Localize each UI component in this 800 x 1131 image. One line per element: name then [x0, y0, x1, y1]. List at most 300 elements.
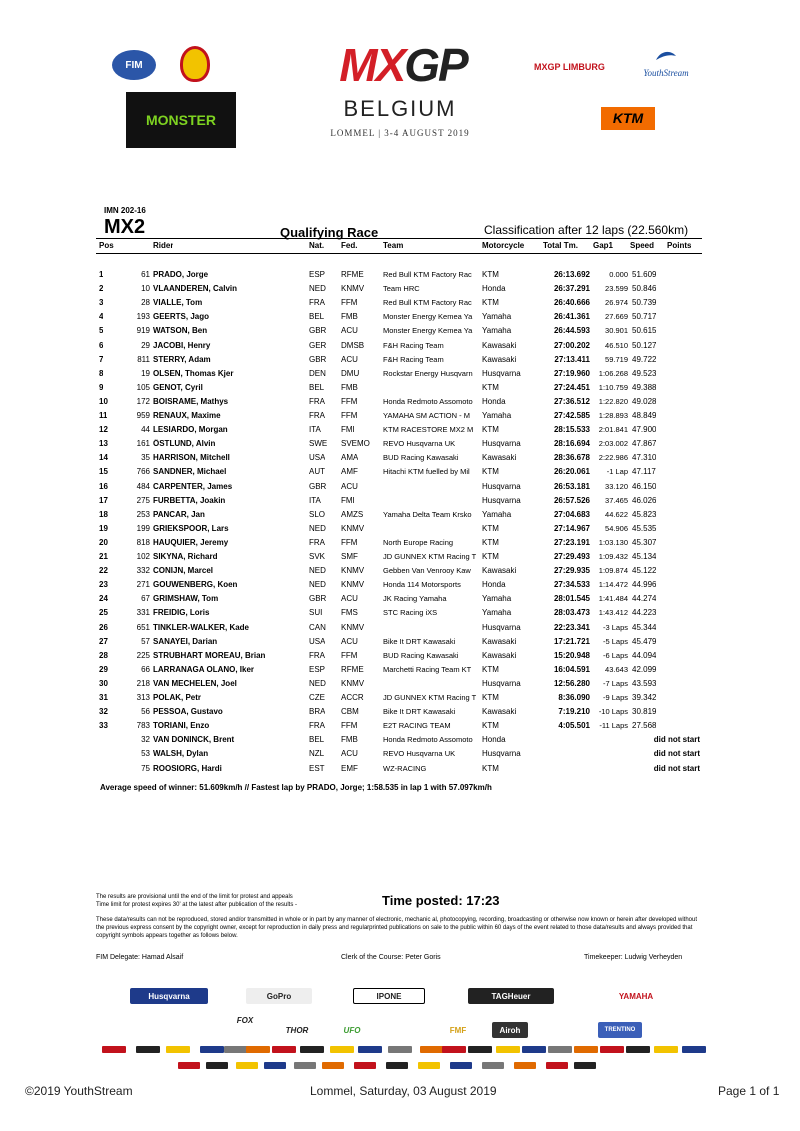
cell-gap: -11 Laps: [599, 721, 628, 731]
cell-motorcycle: KTM: [482, 693, 499, 702]
cell-nat: NED: [309, 566, 326, 576]
cell-speed: 43.593: [632, 678, 657, 688]
cell-gap: 27.669: [605, 312, 628, 322]
minor-sponsor-logo: [546, 1062, 568, 1069]
table-row: [0, 594, 800, 608]
footer-page: Page 1 of 1: [718, 1084, 780, 1098]
timekeeper: Timekeeper: Ludwig Verheyden: [584, 954, 683, 961]
cell-motorcycle: Kawasaki: [482, 354, 517, 364]
cell-number: 67: [141, 594, 150, 604]
cell-rider: TINKLER-WALKER, Kade: [153, 622, 249, 632]
cell-fed: ACU: [341, 594, 358, 604]
mxgp-logo-gp: GP: [404, 39, 467, 91]
cell-speed: 42.099: [632, 664, 657, 674]
cell-rider: GEERTS, Jago: [153, 312, 210, 322]
minor-sponsor-logo: [574, 1062, 596, 1069]
cell-nat: FRA: [309, 721, 325, 731]
minor-sponsor-logo: [482, 1062, 504, 1069]
table-row: [0, 510, 800, 524]
cell-nat: SLO: [309, 509, 326, 519]
footer-place-date: Lommel, Saturday, 03 August 2019: [310, 1084, 497, 1098]
col-rider: Rider: [153, 241, 174, 250]
cell-number: 75: [141, 763, 150, 773]
cell-fed: FFM: [341, 298, 358, 308]
minor-sponsor-logo: [468, 1046, 492, 1053]
cell-team: F&H Racing Team: [383, 354, 444, 364]
cell-nat: SUI: [309, 608, 323, 618]
cell-motorcycle: KTM: [482, 552, 499, 561]
minor-sponsor-logo: [654, 1046, 678, 1053]
cell-fed: FMS: [341, 608, 358, 618]
cell-team: BUD Racing Kawasaki: [383, 650, 459, 660]
youthstream-logo: [636, 50, 696, 80]
cell-nat: ITA: [309, 425, 321, 435]
table-row: [0, 707, 800, 721]
minor-sponsor-logo: [300, 1046, 324, 1053]
cell-number: 29: [141, 340, 150, 350]
cell-total-time: 28:15.533: [553, 425, 590, 435]
cell-speed: 49.722: [632, 354, 657, 364]
table-row: [0, 580, 800, 594]
cell-pos: 9: [99, 382, 104, 392]
cell-fed: DMSB: [341, 340, 365, 350]
cell-speed: 50.739: [632, 298, 657, 308]
header-rule-top: [96, 238, 702, 239]
cell-nat: FRA: [309, 537, 325, 547]
cell-total-time: 27:19.960: [553, 368, 590, 378]
cell-pos: 28: [99, 650, 108, 660]
cell-total-time: 27:14.967: [553, 523, 590, 533]
cell-gap: 46.510: [605, 340, 628, 350]
table-row: [0, 397, 800, 411]
cell-total-time: 28:03.473: [553, 608, 590, 618]
cell-total-time: 27:24.451: [553, 382, 590, 392]
minor-sponsor-logo: [442, 1046, 466, 1053]
minor-sponsor-logo: [166, 1046, 190, 1053]
cell-number: 271: [136, 580, 150, 590]
gopro-logo: GoPro: [246, 988, 312, 1004]
cell-status: did not start: [653, 735, 700, 745]
cell-rider: FURBETTA, Joakin: [153, 495, 226, 505]
cell-rider: GRIMSHAW, Tom: [153, 594, 219, 604]
minor-sponsor-logo: [322, 1062, 344, 1069]
cell-motorcycle: KTM: [482, 721, 499, 731]
cell-rider: VLAANDEREN, Calvin: [153, 284, 238, 294]
cell-pos: 20: [99, 537, 108, 547]
cell-fed: KNMV: [341, 566, 365, 576]
cell-total-time: 28:01.545: [553, 594, 590, 604]
cell-nat: NED: [309, 678, 326, 688]
cell-pos: 26: [99, 622, 108, 632]
cell-fed: FFM: [341, 396, 358, 406]
cell-number: 919: [136, 326, 150, 336]
cell-fed: ACU: [341, 636, 358, 646]
cell-nat: NED: [309, 284, 326, 294]
yamaha-logo: YAMAHA: [618, 991, 654, 1001]
cell-team: STC Racing iXS: [383, 608, 438, 618]
cell-team: Monster Energy Kemea Ya: [383, 326, 473, 336]
cell-number: 332: [136, 566, 150, 576]
cell-gap: -7 Laps: [602, 678, 628, 688]
cell-fed: FFM: [341, 650, 358, 660]
minor-sponsor-logo: [420, 1046, 444, 1053]
cell-team: E2T RACING TEAM: [383, 721, 451, 731]
cell-speed: 45.134: [632, 552, 657, 561]
cell-pos: 22: [99, 566, 108, 576]
cell-pos: 29: [99, 664, 108, 674]
minor-sponsor-logo: [102, 1046, 126, 1053]
cell-motorcycle: Kawasaki: [482, 650, 517, 660]
cell-gap: 37.465: [605, 495, 628, 505]
cell-fed: RFME: [341, 664, 364, 674]
cell-team: REVO Husqvarna UK: [383, 439, 456, 449]
cell-total-time: 26:40.666: [553, 298, 590, 308]
cell-fed: KNMV: [341, 284, 365, 294]
cell-rider: WATSON, Ben: [153, 326, 208, 336]
table-row: [0, 383, 800, 397]
cell-motorcycle: KTM: [482, 270, 499, 279]
minor-sponsor-logo: [236, 1062, 258, 1069]
cell-motorcycle: Husqvarna: [482, 368, 521, 378]
cell-gap: -10 Laps: [598, 707, 628, 717]
cell-team: WZ-RACING: [383, 763, 427, 773]
cell-gap: 23.599: [605, 284, 628, 294]
cell-rider: SIKYNA, Richard: [153, 552, 218, 561]
cell-gap: 2:22.986: [598, 453, 628, 463]
cell-total-time: 27:42.585: [553, 411, 590, 420]
minor-sponsor-logo: [136, 1046, 160, 1053]
cell-rider: PANCAR, Jan: [153, 509, 205, 519]
cell-pos: 7: [99, 354, 104, 364]
cell-gap: -5 Laps: [602, 636, 628, 646]
minor-sponsor-logo: [548, 1046, 572, 1053]
cell-speed: 45.122: [632, 566, 657, 576]
cell-motorcycle: Yamaha: [482, 594, 512, 604]
cell-rider: HARRISON, Mitchell: [153, 453, 230, 463]
cell-gap: -1 Lap: [606, 467, 628, 477]
cell-fed: AMZS: [341, 509, 364, 519]
race-summary: Average speed of winner: 51.609km/h // Fastest lap by PRADO, Jorge; 1:58.535 in lap 1 with 57.097km/h: [100, 783, 492, 792]
cell-nat: USA: [309, 453, 326, 463]
cell-speed: 50.717: [632, 312, 657, 322]
minor-sponsor-logo: [206, 1062, 228, 1069]
cell-speed: 49.028: [632, 396, 657, 406]
cell-motorcycle: Kawasaki: [482, 636, 517, 646]
cell-gap: 1:43.412: [598, 608, 628, 618]
minor-sponsor-logo: [514, 1062, 536, 1069]
event-name: BELGIUM: [343, 96, 457, 121]
cell-number: 275: [136, 495, 150, 505]
cell-speed: 50.127: [632, 340, 657, 350]
cell-motorcycle: KTM: [482, 382, 499, 392]
cell-team: Rockstar Energy Husqvarn: [383, 368, 473, 378]
cell-fed: KNMV: [341, 580, 365, 590]
cell-total-time: 16:04.591: [553, 664, 590, 674]
cell-number: 57: [141, 636, 150, 646]
cell-gap: -3 Laps: [602, 622, 628, 632]
trentino-logo: TRENTINO: [598, 1022, 642, 1038]
table-row: [0, 566, 800, 580]
cell-rider: LARRANAGA OLANO, Iker: [153, 664, 255, 674]
minor-sponsor-logo: [388, 1046, 412, 1053]
cell-nat: NED: [309, 523, 326, 533]
cell-gap: 2:03.002: [598, 439, 628, 449]
clerk-of-course: Clerk of the Course: Peter Goris: [341, 954, 441, 961]
cell-pos: 5: [99, 326, 104, 336]
cell-pos: 15: [99, 467, 108, 477]
table-row: [0, 552, 800, 566]
cell-speed: 45.344: [632, 622, 657, 632]
cell-number: 10: [141, 284, 150, 294]
cell-speed: 49.388: [632, 382, 657, 392]
cell-gap: 1:06.268: [598, 368, 628, 378]
cell-pos: 18: [99, 509, 108, 519]
minor-sponsor-logo: [386, 1062, 408, 1069]
cell-speed: 45.307: [632, 537, 657, 547]
ufo-logo: UFO: [343, 1025, 361, 1035]
cell-nat: NED: [309, 580, 326, 590]
cell-gap: -6 Laps: [602, 650, 628, 660]
cell-pos: 12: [99, 425, 108, 435]
cell-number: 811: [137, 354, 150, 364]
cell-rider: RENAUX, Maxime: [153, 411, 221, 420]
race-title: Qualifying Race: [280, 225, 379, 240]
cell-rider: POLAK, Petr: [153, 693, 202, 702]
cell-speed: 45.479: [632, 636, 657, 646]
cell-nat: DEN: [309, 368, 326, 378]
cell-fed: FMI: [341, 425, 355, 435]
ipone-logo: IPONE: [353, 988, 425, 1004]
youthstream-text: YouthStream: [643, 68, 689, 78]
cell-motorcycle: Yamaha: [482, 312, 512, 322]
husqvarna-logo: Husqvarna: [130, 988, 208, 1004]
table-row: [0, 467, 800, 481]
cell-fed: SVEMO: [341, 439, 370, 449]
cell-fed: FMB: [341, 312, 358, 322]
cell-fed: FMB: [341, 735, 358, 745]
cell-speed: 39.342: [632, 693, 657, 702]
col-nat: Nat.: [309, 241, 325, 250]
cell-motorcycle: KTM: [482, 298, 499, 308]
cell-speed: 48.849: [632, 411, 657, 420]
cell-rider: VAN DONINCK, Brent: [153, 735, 235, 745]
cell-motorcycle: Yamaha: [482, 608, 512, 618]
col-speed: Speed: [630, 241, 655, 250]
table-row: [0, 538, 800, 552]
cell-status: did not start: [653, 763, 700, 773]
cell-fed: FMI: [341, 495, 355, 505]
cell-rider: PESSOA, Gustavo: [153, 707, 223, 717]
cell-gap: 1:28.893: [598, 411, 628, 420]
cell-speed: 49.523: [632, 368, 657, 378]
cell-number: 959: [136, 411, 150, 420]
cell-rider: SANDNER, Michael: [153, 467, 227, 477]
cell-total-time: 7:19.210: [558, 707, 590, 717]
cell-gap: 26.974: [605, 298, 628, 308]
cell-nat: BEL: [309, 735, 325, 745]
cell-nat: GBR: [309, 326, 327, 336]
cell-number: 218: [136, 678, 150, 688]
cell-rider: TORIANI, Enzo: [153, 721, 210, 731]
cell-fed: KNMV: [341, 678, 365, 688]
cell-gap: 1:22.820: [598, 396, 628, 406]
cell-total-time: 12:56.280: [553, 678, 590, 688]
cell-motorcycle: KTM: [482, 425, 499, 435]
table-row: [0, 355, 800, 369]
mxgp-logo-mx: MX: [339, 39, 405, 91]
cell-number: 102: [136, 552, 150, 561]
cell-gap: 44.622: [605, 509, 628, 519]
cell-rider: LESIARDO, Morgan: [153, 425, 228, 435]
ktm-logo: KTM: [601, 107, 655, 130]
cell-speed: 47.900: [632, 425, 657, 435]
fox-logo: FOX: [236, 1015, 254, 1025]
minor-sponsor-logo: [272, 1046, 296, 1053]
cell-total-time: 4:05.501: [558, 721, 590, 731]
cell-team: Bike It DRT Kawasaki: [383, 707, 456, 717]
cell-team: JD GUNNEX KTM Racing T: [383, 693, 477, 702]
cell-gap: 1:14.472: [598, 580, 628, 590]
cell-gap: 2:01.841: [598, 425, 628, 435]
cell-fed: AMF: [341, 467, 358, 477]
cell-pos: 2: [99, 284, 104, 294]
cell-nat: ESP: [309, 664, 326, 674]
provisional-notice: [96, 893, 396, 909]
cell-pos: 30: [99, 678, 108, 688]
cell-number: 56: [141, 707, 150, 717]
cell-total-time: 26:53.181: [553, 481, 590, 491]
cell-team: Red Bull KTM Factory Rac: [383, 298, 472, 308]
cell-rider: WALSH, Dylan: [153, 749, 209, 759]
table-row: [0, 453, 800, 467]
thor-logo: THOR: [285, 1025, 309, 1035]
cell-fed: FFM: [341, 537, 358, 547]
cell-speed: 46.026: [632, 495, 657, 505]
cell-total-time: 26:20.061: [553, 467, 590, 477]
cell-rider: SANAYEI, Darian: [153, 636, 218, 646]
cell-team: YAMAHA SM ACTION - M: [383, 411, 470, 420]
cell-nat: BRA: [309, 707, 326, 717]
table-row: [0, 651, 800, 665]
cell-rider: GRIEKSPOOR, Lars: [153, 523, 229, 533]
cell-team: Gebben Van Venrooy Kaw: [383, 566, 471, 576]
cell-motorcycle: Yamaha: [482, 326, 512, 336]
cell-pos: 24: [99, 594, 108, 604]
cell-team: Honda 114 Motorsports: [383, 580, 461, 590]
cell-fed: ACCR: [341, 693, 364, 702]
table-row: [0, 298, 800, 312]
cell-motorcycle: Honda: [482, 580, 506, 590]
cell-total-time: 26:41.361: [553, 312, 590, 322]
cell-rider: GENOT, Cyril: [153, 382, 203, 392]
cell-fed: SMF: [341, 552, 358, 561]
cell-pos: 16: [99, 481, 108, 491]
table-row: [0, 637, 800, 651]
cell-gap: 1:03.130: [598, 537, 628, 547]
cell-total-time: 15:20.948: [553, 650, 590, 660]
cell-fed: KNMV: [341, 622, 365, 632]
cell-fed: ACU: [341, 481, 358, 491]
cell-motorcycle: Husqvarna: [482, 481, 521, 491]
cell-fed: DMU: [341, 368, 360, 378]
cell-motorcycle: Kawasaki: [482, 453, 517, 463]
cell-number: 53: [141, 749, 150, 759]
airoh-logo: Airoh: [492, 1022, 528, 1038]
cell-speed: 50.615: [632, 326, 657, 336]
cell-team: JD GUNNEX KTM Racing T: [383, 552, 477, 561]
fmb-federation-logo: [180, 46, 210, 82]
cell-team: F&H Racing Team: [383, 340, 444, 350]
footer-copyright: ©2019 YouthStream: [25, 1084, 133, 1098]
cell-total-time: 28:16.694: [553, 439, 590, 449]
cell-nat: CZE: [309, 693, 325, 702]
cell-fed: KNMV: [341, 523, 365, 533]
cell-motorcycle: Kawasaki: [482, 566, 517, 576]
document-code: IMN 202-16: [104, 206, 146, 215]
cell-gap: 59.719: [605, 354, 628, 364]
col-pos: Pos: [99, 241, 114, 250]
cell-motorcycle: KTM: [482, 664, 499, 674]
fim-logo: FIM: [112, 50, 156, 80]
cell-nat: ESP: [309, 270, 326, 279]
cell-motorcycle: Kawasaki: [482, 340, 517, 350]
cell-fed: EMF: [341, 763, 358, 773]
cell-speed: 45.823: [632, 509, 657, 519]
cell-nat: ITA: [309, 495, 321, 505]
cell-number: 28: [141, 298, 150, 308]
cell-speed: 44.094: [632, 650, 657, 660]
cell-gap: 1:09.432: [598, 552, 628, 561]
cell-rider: CARPENTER, James: [153, 481, 233, 491]
cell-number: 484: [136, 481, 150, 491]
cell-rider: FREIDIG, Loris: [153, 608, 210, 618]
cell-total-time: 26:44.593: [553, 326, 590, 336]
cell-speed: 47.310: [632, 453, 657, 463]
cell-team: Hitachi KTM fuelled by Mil: [383, 467, 470, 477]
cell-team: BUD Racing Kawasaki: [383, 453, 459, 463]
cell-speed: 30.819: [632, 707, 657, 717]
minor-sponsor-logo: [330, 1046, 354, 1053]
minor-sponsor-logo: [450, 1062, 472, 1069]
cell-motorcycle: Yamaha: [482, 411, 512, 420]
cell-team: Marchetti Racing Team KT: [383, 664, 472, 674]
table-row: [0, 665, 800, 679]
cell-total-time: 26:37.291: [553, 284, 590, 294]
cell-number: 331: [136, 608, 150, 618]
cell-gap: -9 Laps: [602, 693, 628, 702]
cell-fed: FMB: [341, 382, 358, 392]
cell-number: 19: [141, 368, 150, 378]
table-row: [0, 369, 800, 383]
cell-motorcycle: Husqvarna: [482, 749, 521, 759]
cell-number: 35: [141, 453, 150, 463]
cell-nat: FRA: [309, 298, 325, 308]
cell-pos: 27: [99, 636, 108, 646]
cell-nat: SWE: [309, 439, 328, 449]
copyright-notice: These data/results can not be reproduced, stored and/or transmitted in whole or in part by any manner of electronic, mechanic al, photocopying, recording, broadcasting or otherwise now known or herein after developed without the previous express consent by the copyright owner, except for reproduction in daily press and regularprinted publications on sale to the public within 60 days of the event related to those data/results and always provided that copyright symbols appears together as follows below.: [96, 917, 698, 939]
cell-motorcycle: Husqvarna: [482, 678, 521, 688]
cell-number: 32: [141, 735, 150, 745]
cell-team: Yamaha Delta Team Krsko: [383, 509, 472, 519]
minor-sponsor-logo: [246, 1046, 270, 1053]
mxgp-limburg-logo: MXGP LIMBURG: [534, 62, 605, 72]
youthstream-swirl-icon: [653, 50, 679, 66]
minor-sponsor-logo: [294, 1062, 316, 1069]
cell-speed: 50.846: [632, 284, 657, 294]
cell-rider: CONIJN, Marcel: [153, 566, 214, 576]
cell-number: 105: [136, 382, 150, 392]
col-points: Points: [667, 241, 692, 250]
